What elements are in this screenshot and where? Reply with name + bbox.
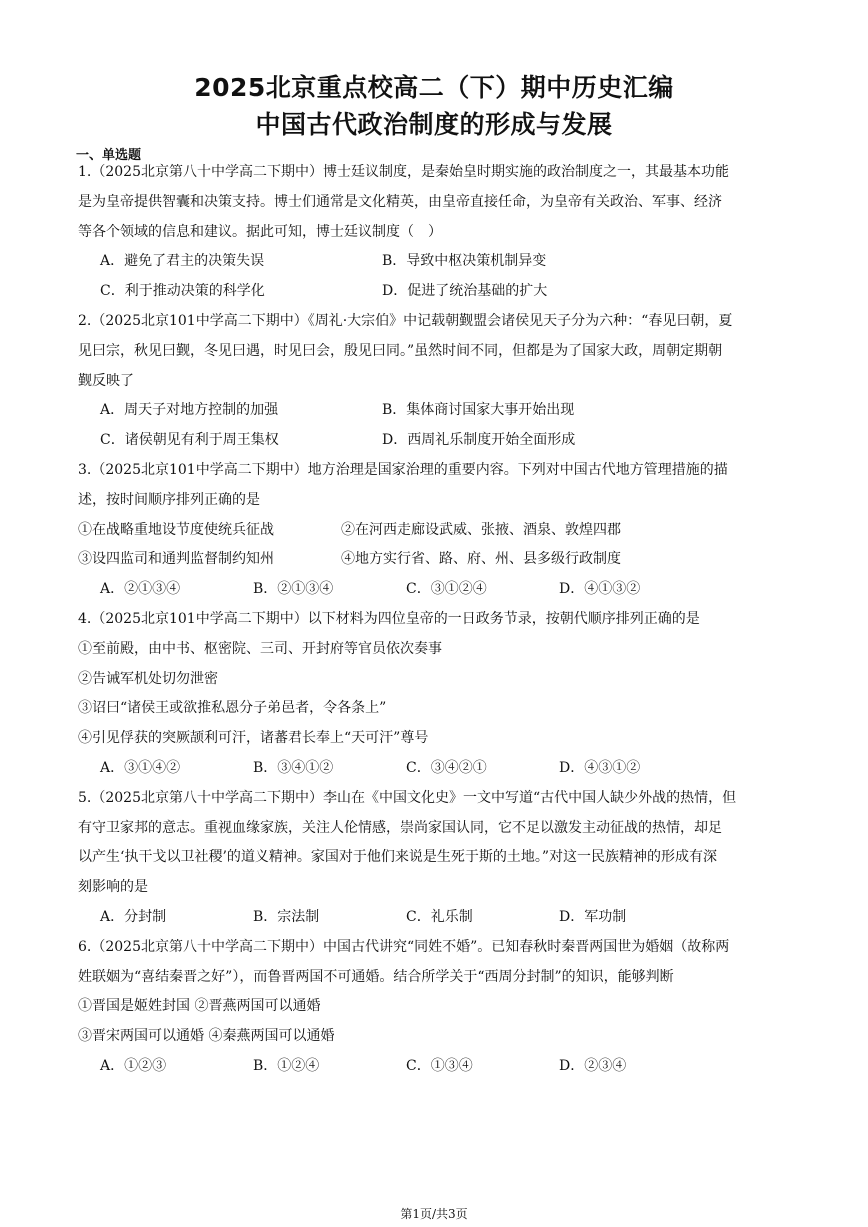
option-a: A．①②③ [100, 1057, 167, 1074]
question-options [78, 575, 792, 605]
option-a: A．避免了君主的决策失误 [100, 253, 265, 270]
question-stem-line: 4.（2025北京101中学高二下期中）以下材料为四位皇帝的一日政务节录，按朝代顺序排列正确的是 [78, 610, 700, 627]
question-stem-line: 3.（2025北京101中学高二下期中）地方治理是国家治理的重要内容。下列对中国古代地方管理措施的描 [78, 461, 728, 478]
option-d: D．②③④ [559, 1057, 627, 1074]
option-c: C．诸侯朝见有利于周王集权 [100, 432, 279, 449]
statement-item: ③设四监司和通判监督制约知州 [78, 551, 274, 568]
statement-row [78, 545, 792, 575]
statement-item: ③诏曰“诸侯王或欲推私恩分子弟邑者，令各条上” [78, 700, 387, 717]
statement-item: ①至前殿，由中书、枢密院、三司、开封府等官员依次奏事 [78, 640, 442, 657]
option-d: D．④③①② [559, 759, 641, 776]
question-stem-line: 有守卫家邦的意志。重视血缘家族，关注人伦情感，崇尚家国认同，它不足以激发主动征战的热情，却足 [78, 819, 722, 836]
option-b: B．导致中枢决策机制异变 [382, 253, 547, 270]
document-title: 2025北京重点校高二（下）期中历史汇编 [194, 73, 674, 102]
question-stem-line: 1.（2025北京第八十中学高二下期中）博士廷议制度，是秦始皇时期实施的政治制度之一，其最基本功能 [78, 164, 729, 180]
question-stem-line: 觐反映了 [78, 372, 134, 389]
statement-item: ④地方实行省、路、府、州、县多级行政制度 [341, 551, 621, 568]
question-5 [78, 784, 792, 933]
statement-item: ①晋国是姬姓封国 ②晋燕两国可以通婚 [78, 998, 321, 1015]
option-b: B．③④①② [253, 759, 334, 776]
question-stem-line: 姓联姻为“喜结秦晋之好”），而鲁晋两国不可通婚。结合所学关于“西周分封制”的知识，能够判断 [78, 968, 674, 985]
question-6 [78, 933, 792, 1082]
option-d: D．西周礼乐制度开始全面形成 [382, 432, 576, 449]
question-stem-line: 述，按时间顺序排列正确的是 [78, 491, 260, 508]
statement-item: ④引见俘获的突厥颉利可汗，诸蕃君长奉上“天可汗”尊号 [78, 730, 429, 747]
question-stem-line: 2.（2025北京101中学高二下期中）《周礼·大宗伯》中记载朝觐盟会诸侯见天子分为六种：“春见曰朝，夏 [78, 312, 733, 329]
question-options [78, 1052, 792, 1082]
page-number: 第1页/共3页 [400, 1207, 468, 1221]
question-options [78, 903, 792, 933]
option-b: B．②①③④ [253, 581, 334, 598]
statement-item: ①在战略重地设节度使统兵征战 [78, 521, 274, 538]
statement-item: ②在河西走廊设武威、张掖、酒泉、敦煌四郡 [341, 521, 621, 538]
document-subtitle: 中国古代政治制度的形成与发展 [255, 110, 613, 139]
question-stem-line: 刻影响的是 [78, 879, 148, 896]
question-options [78, 396, 792, 456]
option-c: C．利于推动决策的科学化 [100, 283, 265, 300]
option-b: B．集体商讨国家大事开始出现 [382, 402, 575, 419]
option-b: B．①②④ [253, 1057, 320, 1074]
question-stem-line: 5.（2025北京第八十中学高二下期中）李山在《中国文化史》一文中写道“古代中国人缺少外战的热情，但 [78, 789, 737, 806]
question-stem-line: 以产生‘执干戈以卫社稷’的道义精神。家国对于他们来说是生死于斯的土地。”对这一民族精神的形成有深 [78, 849, 718, 866]
option-c: C．③①②④ [406, 581, 487, 598]
option-a: A．③①④② [100, 759, 181, 776]
option-c: C．①③④ [406, 1057, 473, 1074]
question-stem-line: 6.（2025北京第八十中学高二下期中）中国古代讲究“同姓不婚”。已知春秋时秦晋两国世为婚姻（故称两 [78, 938, 730, 955]
question-options [78, 247, 792, 307]
question-list [78, 158, 792, 1082]
option-c: C．礼乐制 [406, 908, 473, 925]
section-heading: 一、单选题 [76, 148, 142, 163]
question-stem-line: 是为皇帝提供智囊和决策支持。博士们通常是文化精英，由皇帝直接任命，为皇帝有关政治、军事、经济 [78, 193, 722, 210]
option-a: A．②①③④ [100, 581, 181, 598]
option-a: A．周天子对地方控制的加强 [100, 402, 279, 419]
statement-row [78, 516, 792, 546]
statement-item: ②告诫军机处切勿泄密 [78, 670, 218, 687]
option-b: B．宗法制 [253, 908, 320, 925]
option-c: C．③④②① [406, 759, 487, 776]
option-d: D．军功制 [559, 908, 627, 925]
question-stem-line: 见曰宗，秋见曰觐，冬见曰遇，时见曰会，殷见曰同。”虽然时间不同，但都是为了国家大政，周朝定期朝 [78, 342, 723, 359]
question-2 [78, 307, 792, 456]
question-4 [78, 605, 792, 784]
question-3 [78, 456, 792, 605]
option-a: A．分封制 [100, 908, 167, 925]
statement-item: ③晋宋两国可以通婚 ④秦燕两国可以通婚 [78, 1028, 335, 1045]
option-d: D．促进了统治基础的扩大 [382, 283, 548, 300]
question-stem-line: 等各个领域的信息和建议。据此可知，博士廷议制度（ ） [78, 223, 442, 240]
question-1 [78, 158, 792, 307]
option-d: D．④①③② [559, 581, 641, 598]
question-options [78, 754, 792, 784]
